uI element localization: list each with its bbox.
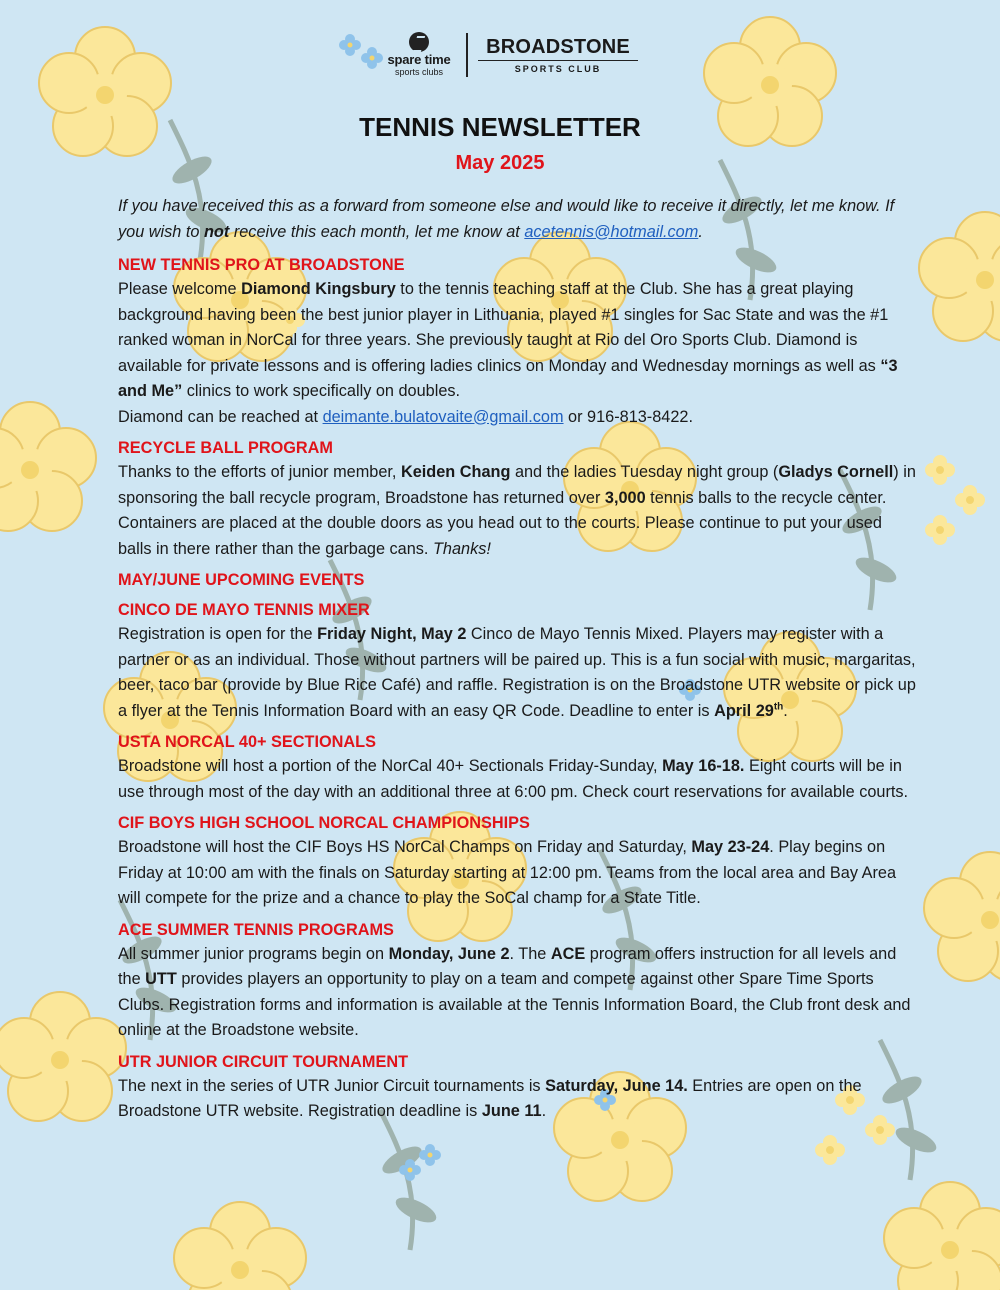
body-text: Please welcome <box>118 280 242 298</box>
body-text: to the tennis teaching staff at the Club. She has a great playing background having been the best junior player in Lithuania, played #1 singles for Sac State and was the #1 ranked woman in NorCal for three years. She previously taught at Rio del Oro Sports Club. Diamond is available for private lessons and is offering ladies clinics on Monday and Wednesday mornings as well as <box>118 280 889 375</box>
body-text: or 916-813-8422. <box>563 407 693 426</box>
contact-email-link[interactable]: acetennis@hotmail.com <box>524 222 699 241</box>
header-logos <box>378 32 638 77</box>
thanks-text: Thanks! <box>432 539 491 558</box>
section-heading-ace: ACE SUMMER TENNIS PROGRAMS <box>118 920 394 939</box>
intro-text: . <box>698 222 703 241</box>
broadstone-logo-sub: SPORTS CLUB <box>514 63 602 74</box>
spare-time-logo <box>378 32 460 77</box>
body-text: . <box>783 701 788 720</box>
newsletter-title: TENNIS NEWSLETTER <box>359 112 641 142</box>
new-pro-contact <box>118 405 918 431</box>
section-heading-utr: UTR JUNIOR CIRCUIT TOURNAMENT <box>118 1052 409 1071</box>
body-text: program offers instruction for all levels and the <box>118 944 897 988</box>
logo-divider <box>466 33 468 77</box>
body-text: Thanks to the efforts of junior member, <box>118 463 401 481</box>
section-heading-recycle: RECYCLE BALL PROGRAM <box>118 439 333 457</box>
event-date: May 16-18. <box>662 757 745 775</box>
body-text: Broadstone will host the CIF Boys HS NorCal Champs on Friday and Saturday, <box>118 838 692 856</box>
usta-paragraph <box>118 754 918 805</box>
body-text: clinics to work specifically on doubles. <box>182 382 461 400</box>
section-heading-new-pro: NEW TENNIS PRO AT BROADSTONE <box>118 256 405 274</box>
section-heading-upcoming: MAY/JUNE UPCOMING EVENTS <box>118 571 365 589</box>
body-text: Eight courts will be in use through most of the day with an additional three at 6:00 pm. Check court reservations for available courts. <box>118 757 909 801</box>
cinco-paragraph <box>118 622 918 724</box>
section-heading-cif: CIF BOYS HIGH SCHOOL NORCAL CHAMPIONSHIPS <box>118 814 530 832</box>
body-text: All summer junior programs begin on <box>118 944 389 963</box>
recycle-paragraph <box>118 460 918 562</box>
body-text: tennis balls to the recycle center. Containers are placed at the double doors as you head out to the courts. Please continue to put your used balls in there rather than the garbage cans. <box>118 488 887 558</box>
body-text: . The <box>509 944 551 963</box>
pro-name: Diamond Kingsbury <box>241 280 396 298</box>
body-text: and the ladies Tuesday night group ( <box>510 463 779 481</box>
event-date: Monday, June 2 <box>388 944 510 963</box>
new-pro-paragraph <box>118 277 918 405</box>
event-date: Saturday, June 14. <box>545 1076 688 1095</box>
body-text: ) in sponsoring the ball recycle program, Broadstone has returned over <box>118 463 916 507</box>
body-text: . Play begins on Friday at 10:00 am with the finals on Saturday starting at 12:00 pm. Teams from the local area and Bay Area will compete for the prize and a chance to play the SoCal champ for a State Title. <box>118 838 897 907</box>
broadstone-logo <box>478 36 638 74</box>
cif-paragraph <box>118 835 918 912</box>
pro-email-link[interactable]: deimante.bulatovaite@gmail.com <box>322 407 564 426</box>
body-text: provides players an opportunity to play on a team and compete against other Spare Time Sports Clubs. Registration forms and information is available at the Tennis Information Board, the Club front desk and online at the Broadstone website. <box>118 970 911 1039</box>
intro-text: If you have received this as a forward from someone else and would like to receive it directly, let me know. If you wish to <box>118 197 895 241</box>
clinic-name: “3 and Me” <box>118 356 898 400</box>
spare-time-logo-icon <box>409 32 429 52</box>
deadline-date <box>714 702 783 720</box>
deadline-date: June 11 <box>481 1102 542 1120</box>
broadstone-logo-rule <box>478 60 638 61</box>
body-text: Entries are open on the Broadstone UTR website. Registration deadline is <box>118 1076 862 1120</box>
deadline-suffix: th <box>773 701 784 713</box>
body-text: Diamond can be reached at <box>118 407 323 426</box>
body-text: . <box>541 1102 547 1120</box>
newsletter-body <box>118 194 918 1131</box>
body-text: Cinco de Mayo Tennis Mixed. Players may register with a partner or as an individual. Those without partners will be paired up. This is a fun social with music, margaritas, beer, taco bar (provide by Blue Rice Café) and raffle. Registration is on the Broadstone UTR website or pick up a flyer at the Tennis Information Board with an easy QR Code. Deadline to enter is <box>118 625 916 720</box>
section-heading-usta: USTA NORCAL 40+ SECTIONALS <box>118 733 376 751</box>
body-text: Broadstone will host a portion of the NorCal 40+ Sectionals Friday-Sunday, <box>118 757 663 775</box>
body-text: Registration is open for the <box>118 625 318 643</box>
program-name: ACE <box>550 944 586 963</box>
event-date: Friday Night, May 2 <box>317 625 467 643</box>
broadstone-logo-name: BROADSTONE <box>486 35 630 58</box>
utr-paragraph <box>118 1074 918 1125</box>
member-name: Keiden Chang <box>400 463 511 481</box>
body-text: The next in the series of UTR Junior Circuit tournaments is <box>118 1076 546 1095</box>
group-name: Gladys Cornell <box>778 463 894 481</box>
newsletter-month: May 2025 <box>455 152 545 174</box>
intro-text: receive this each month, let me know at <box>229 222 525 241</box>
spare-time-logo-name: spare time <box>387 52 451 67</box>
ace-paragraph <box>118 942 918 1044</box>
deadline-text: April 29 <box>714 701 774 720</box>
section-heading-cinco: CINCO DE MAYO TENNIS MIXER <box>118 601 370 619</box>
event-date: May 23-24 <box>691 838 770 856</box>
intro-emphasis: not <box>203 222 230 241</box>
intro-paragraph <box>118 194 918 245</box>
ball-count: 3,000 <box>604 488 646 507</box>
program-name: UTT <box>145 970 177 988</box>
spare-time-logo-sub: sports clubs <box>394 67 444 77</box>
